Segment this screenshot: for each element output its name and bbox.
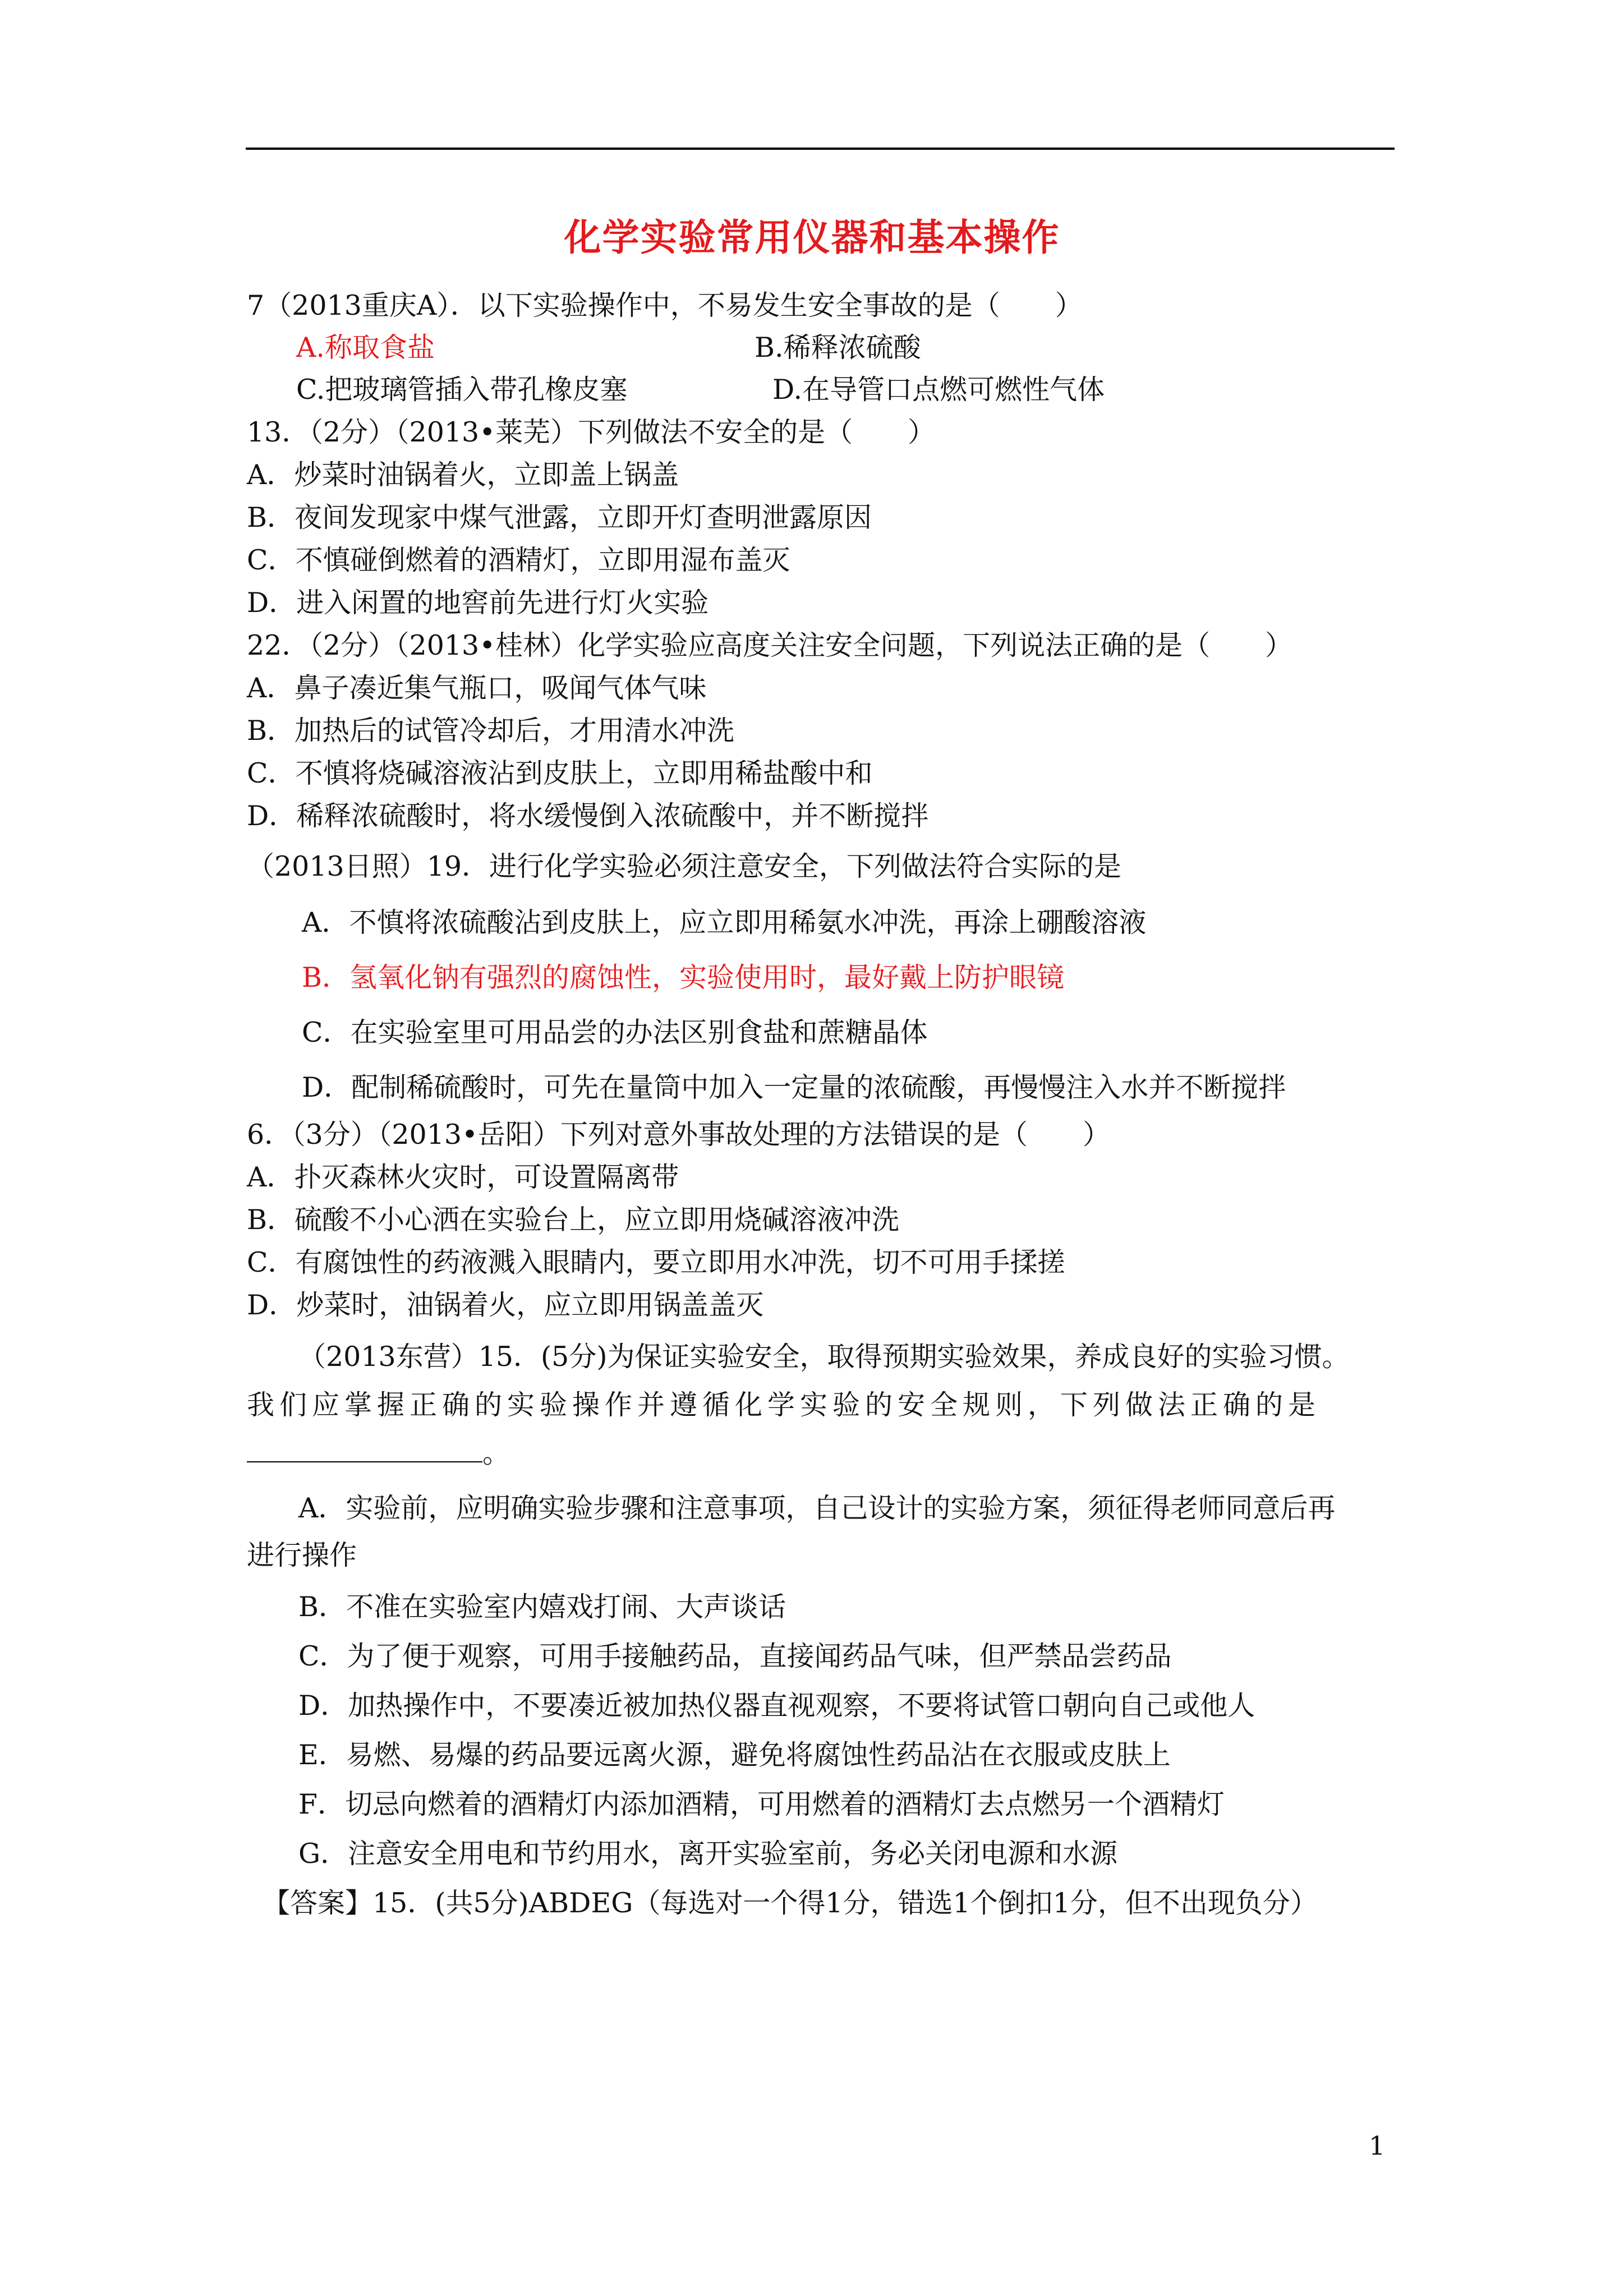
q13-option-b: B．夜间发现家中煤气泄露，立即开灯查明泄露原因 xyxy=(247,501,872,533)
q22-option-c: C．不慎将烧碱溶液沾到皮肤上，立即用稀盐酸中和 xyxy=(247,757,873,789)
q6-option-a: A．扑灭森林火灾时，可设置隔离带 xyxy=(247,1161,679,1193)
q15-option-a-line2: 进行操作 xyxy=(247,1539,357,1571)
q13-stem: 13．（2分）（2013•莱芜）下列做法不安全的是（ ） xyxy=(247,416,936,448)
q7-stem: 7（2013重庆A）．以下实验操作中，不易发生安全事故的是（ ） xyxy=(247,289,1083,321)
q15-option-b: B．不准在实验室内嬉戏打闹、大声谈话 xyxy=(298,1591,786,1623)
q22-option-d: D．稀释浓硫酸时，将水缓慢倒入浓硫酸中，并不断搅拌 xyxy=(247,800,929,832)
q15-option-d: D．加热操作中，不要凑近被加热仪器直视观察，不要将试管口朝向自己或他人 xyxy=(298,1690,1255,1722)
header-rule xyxy=(246,148,1395,150)
q6-option-c: C．有腐蚀性的药液溅入眼睛内，要立即用水冲洗，切不可用手揉搓 xyxy=(247,1246,1065,1278)
q15-stem-end: 。 xyxy=(482,1437,510,1469)
q15-option-f: F．切忌向燃着的酒精灯内添加酒精，可用燃着的酒精灯去点燃另一个酒精灯 xyxy=(298,1788,1225,1820)
q19-option-d: D．配制稀硫酸时，可先在量筒中加入一定量的浓硫酸，再慢慢注入水并不断搅拌 xyxy=(302,1071,1286,1103)
q7-option-a: A.称取食盐 xyxy=(296,332,435,364)
answer-blank xyxy=(247,1439,482,1462)
q6-stem: 6．（3分）（2013•岳阳）下列对意外事故处理的方法错误的是（ ） xyxy=(247,1119,1110,1151)
q15-stem-line1: （2013东营）15．(5分)为保证实验安全，取得预期实验效果，养成良好的实验习惯。 xyxy=(298,1341,1350,1373)
q22-option-b: B．加热后的试管冷却后，才用清水冲洗 xyxy=(247,715,735,747)
q15-option-e: E．易燃、易爆的药品要远离火源，避免将腐蚀性药品沾在衣服或皮肤上 xyxy=(298,1739,1171,1771)
q7-option-b: B.稀释浓硫酸 xyxy=(755,332,921,364)
q15-answer-line xyxy=(247,1435,510,1472)
q6-option-b: B．硫酸不小心洒在实验台上，应立即用烧碱溶液冲洗 xyxy=(247,1204,900,1236)
q22-stem: 22．（2分）（2013•桂林）化学实验应高度关注安全问题，下列说法正确的是（ ） xyxy=(247,629,1293,661)
q13-option-a: A．炒菜时油锅着火，立即盖上锅盖 xyxy=(247,459,679,491)
q15-answer: 【答案】15．(共5分)ABDEG（每选对一个得1分，错选1个倒扣1分，但不出现负分） xyxy=(263,1887,1318,1919)
page-title: 化学实验常用仪器和基本操作 xyxy=(564,215,1060,259)
q15-option-g: G．注意安全用电和节约用水，离开实验室前，务必关闭电源和水源 xyxy=(298,1838,1118,1870)
q13-option-d: D．进入闲置的地窖前先进行灯火实验 xyxy=(247,587,709,619)
q7-option-d: D.在导管口点燃可燃性气体 xyxy=(772,374,1105,406)
q19-option-b: B．氢氧化钠有强烈的腐蚀性，实验使用时，最好戴上防护眼镜 xyxy=(302,961,1065,993)
q22-option-a: A．鼻子凑近集气瓶口，吸闻气体气味 xyxy=(247,672,707,704)
page-number: 1 xyxy=(1369,2131,1386,2161)
q15-stem-line2: 我们应掌握正确的实验操作并遵循化学实验的安全规则，下列做法正确的是 xyxy=(247,1389,1321,1421)
q15-option-c: C．为了便于观察，可用手接触药品，直接闻药品气味，但严禁品尝药品 xyxy=(298,1640,1172,1672)
q13-option-c: C．不慎碰倒燃着的酒精灯，立即用湿布盖灭 xyxy=(247,544,790,576)
q19-option-c: C．在实验室里可用品尝的办法区别食盐和蔗糖晶体 xyxy=(302,1016,928,1048)
q19-option-a: A．不慎将浓硫酸沾到皮肤上，应立即用稀氨水冲洗，再涂上硼酸溶液 xyxy=(302,907,1147,938)
q15-option-a-line1: A．实验前，应明确实验步骤和注意事项，自己设计的实验方案，须征得老师同意后再 xyxy=(298,1492,1336,1524)
q6-option-d: D．炒菜时，油锅着火，应立即用锅盖盖灭 xyxy=(247,1289,764,1321)
q19-stem: （2013日照）19．进行化学实验必须注意安全，下列做法符合实际的是 xyxy=(247,850,1122,882)
q7-option-c: C.把玻璃管插入带孔橡皮塞 xyxy=(296,374,628,406)
